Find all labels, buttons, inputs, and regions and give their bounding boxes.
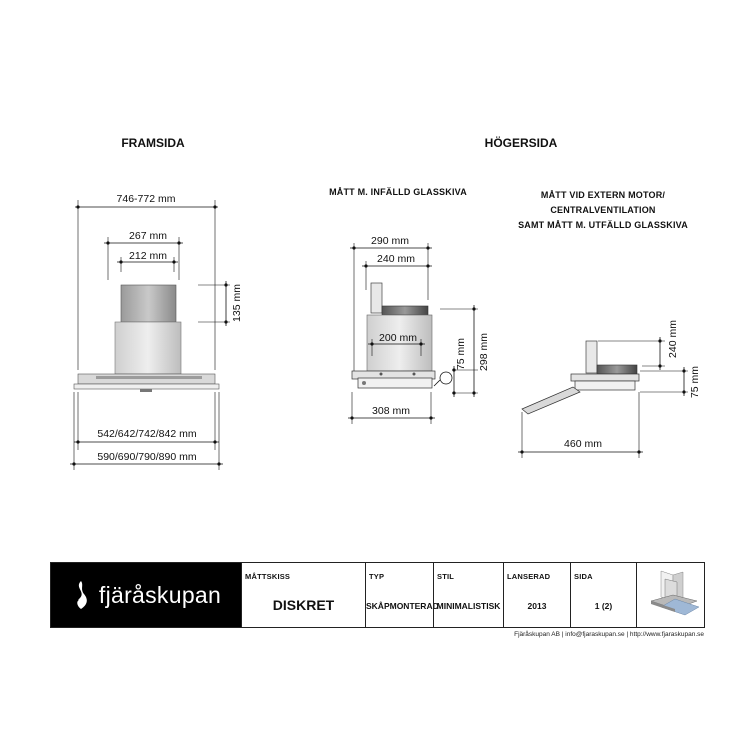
dim-front-inner-width: 542/642/742/842 mm <box>97 428 197 440</box>
dim-ext-240: 240 mm <box>667 320 679 358</box>
dim-ext-75: 75 mm <box>689 365 701 399</box>
cell-label: STIL <box>437 572 455 581</box>
cell-sida <box>570 563 636 627</box>
dim-front-267: 267 mm <box>129 230 167 242</box>
cell-typ <box>365 563 439 627</box>
dim-side-240: 240 mm <box>377 253 415 265</box>
title-block <box>50 562 705 628</box>
brand-name: fjäråskupan <box>98 581 222 608</box>
flame-logo-icon <box>71 580 91 610</box>
dim-ext-460: 460 mm <box>564 438 602 450</box>
side-ext-base <box>571 374 639 381</box>
front-view <box>70 193 243 470</box>
dim-side-298: 298 mm <box>478 333 490 371</box>
cell-stil <box>433 563 503 627</box>
dim-front-overall-width: 746-772 mm <box>116 193 176 205</box>
footer-contact: Fjäråskupan AB | info@fjaraskupan.se | http://www.fjaraskupan.se <box>514 631 704 638</box>
dim-side-75: 75 mm <box>455 337 467 371</box>
cell-label: TYP <box>369 572 385 581</box>
side-ext-glass <box>522 387 580 414</box>
cell-label: SIDA <box>574 572 593 581</box>
cell-value: SKÅPMONTERAD <box>366 601 439 611</box>
cell-value: MINIMALISTISK <box>436 601 501 611</box>
cell-label: MÅTTSKISS <box>245 572 291 581</box>
cell-value: 2013 <box>527 601 547 611</box>
dim-front-212: 212 mm <box>129 250 167 262</box>
dim-front-135: 135 mm <box>231 284 243 322</box>
dim-side-200: 200 mm <box>379 332 417 344</box>
side-view-flush <box>329 187 490 424</box>
cell-lanserad <box>503 563 570 627</box>
side-flush-caption: MÅTT M. INFÄLLD GLASSKIVA <box>329 187 467 197</box>
brand-logo <box>51 563 241 627</box>
dim-side-290: 290 mm <box>371 235 409 247</box>
side-ext-caption-3: SAMT MÅTT M. UTFÄLLD GLASSKIVA <box>518 220 688 230</box>
product-thumbnail <box>636 563 704 627</box>
side-section-title: HÖGERSIDA <box>484 136 558 150</box>
cell-mattskiss <box>241 563 365 627</box>
front-section-title: FRAMSIDA <box>121 136 185 150</box>
product-name: DISKRET <box>272 597 335 613</box>
cell-label: LANSERAD <box>507 572 551 581</box>
dim-side-308: 308 mm <box>372 405 410 417</box>
dim-front-outer-width: 590/690/790/890 mm <box>97 451 197 463</box>
side-ext-caption-1: MÅTT VID EXTERN MOTOR/ <box>540 190 666 200</box>
side-ext-caption-2: CENTRALVENTILATION <box>550 205 656 215</box>
front-hood-body <box>115 322 181 374</box>
front-motor-housing <box>121 285 176 322</box>
hood-thumbnail-image <box>641 567 701 623</box>
cell-value: 1 (2) <box>594 601 613 611</box>
side-view-external <box>518 190 701 458</box>
